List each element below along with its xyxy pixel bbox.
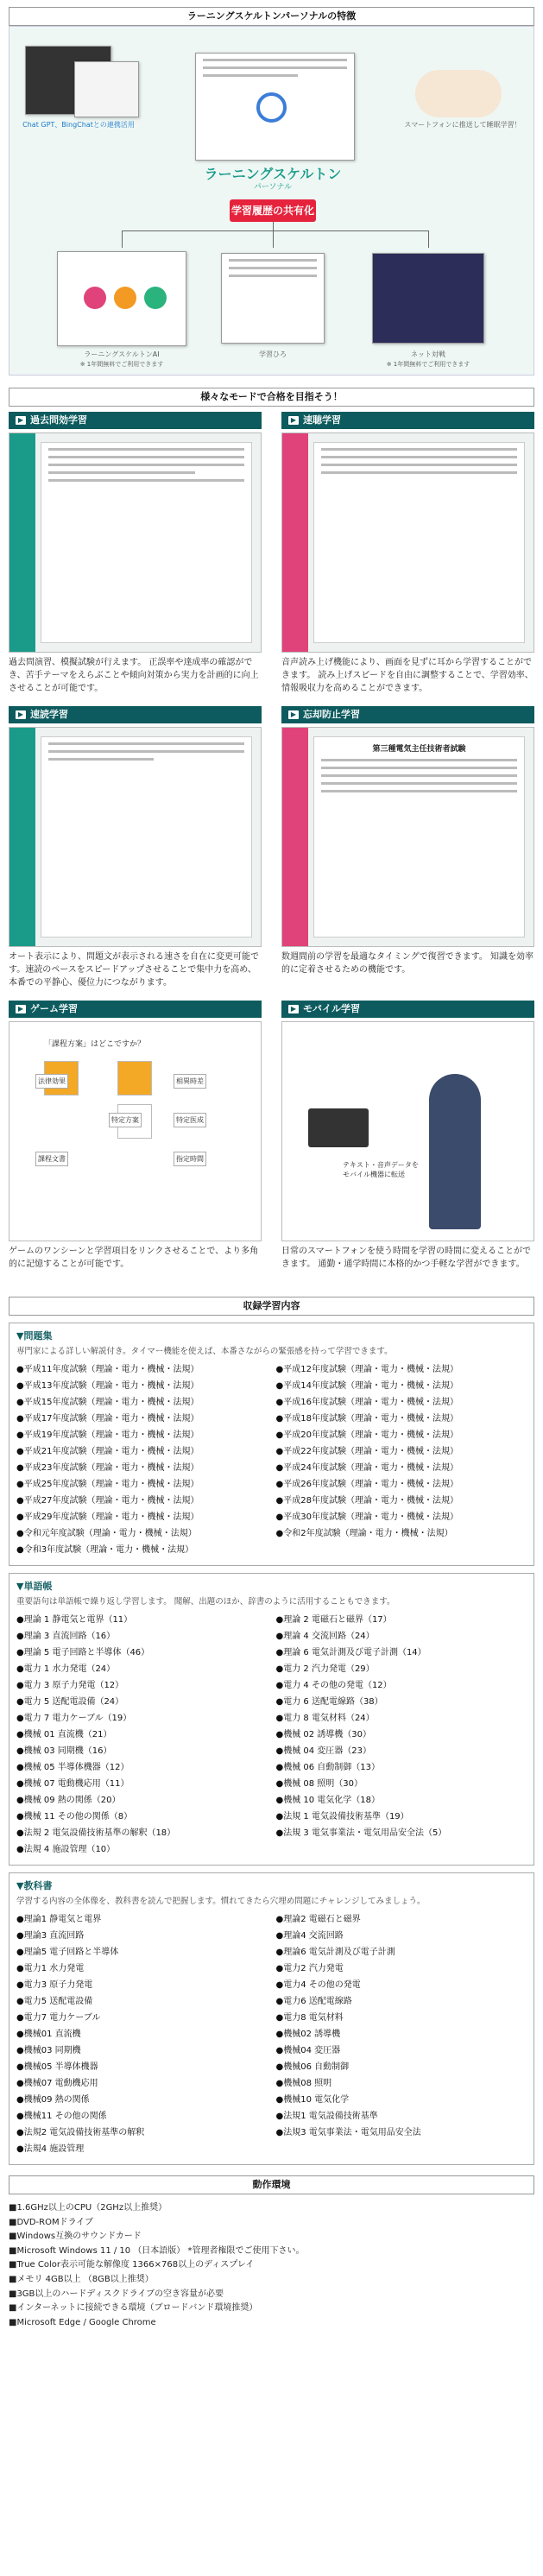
play-icon: ▶: [288, 416, 299, 425]
list-item: ●平成14年度試験（理論・電力・機械・法規）: [275, 1381, 458, 1391]
list-item: ●電力 5 送配電設備（24）: [16, 1697, 124, 1707]
env-item: ■Microsoft Edge / Google Chrome: [9, 2317, 156, 2327]
net-note: ※ 1年間無料でご利用できます: [386, 361, 470, 368]
mobile-caption: テキスト・音声データをモバイル機器に転送: [343, 1161, 419, 1178]
kyoka-title-text: 教科書: [23, 1880, 53, 1891]
list-item: ●平成30年度試験（理論・電力・機械・法規）: [275, 1512, 458, 1522]
list-item: ●平成23年度試験（理論・電力・機械・法規）: [16, 1463, 199, 1473]
laptop-illustration: [308, 1108, 369, 1147]
forget-title: 第三種電気主任技術者試験: [372, 745, 466, 754]
mode-title: 速読学習: [30, 709, 68, 720]
mode-sokudoku: [9, 706, 262, 992]
game-cell: 特定方案: [109, 1113, 142, 1127]
kyoka-title: ▼教科書: [16, 1880, 53, 1891]
env-heading: 動作環境: [9, 2175, 534, 2194]
list-item: ●平成18年度試験（理論・電力・機械・法規）: [275, 1414, 458, 1424]
mode-grid: [9, 412, 534, 1286]
list-item: ●電力 4 その他の発電（12）: [275, 1681, 392, 1690]
mode-screenshot: [9, 1021, 262, 1241]
env-item: ■メモリ 4GB以上 （8GB以上推奨）: [9, 2274, 154, 2284]
list-item: ●機械 01 直流機（21）: [16, 1730, 112, 1739]
list-item: ●機械02 誘導機: [275, 2030, 341, 2039]
list-item: ●法規2 電気設備技術基準の解釈: [16, 2128, 145, 2137]
mode-title: モバイル学習: [303, 1003, 360, 1014]
list-item: ●機械 03 同期機（16）: [16, 1746, 112, 1756]
list-item: ●平成16年度試験（理論・電力・機械・法規）: [275, 1398, 458, 1407]
connector-line: [273, 230, 274, 248]
list-item: ●機械08 照明: [275, 2079, 332, 2088]
mondai-sub: 専門家による詳しい解説付き。タイマー機能を使えば、本番さながらの緊張感を持って学習できます。: [16, 1347, 393, 1356]
list-item: ●平成26年度試験（理論・電力・機械・法規）: [275, 1480, 458, 1489]
net-screenshot: [372, 253, 484, 344]
mondai-left-col: [16, 1361, 268, 1558]
list-item: ●理論2 電磁石と磁界: [275, 1915, 361, 1924]
mode-desc: 数週間前の学習を最適なタイミングで復習できます。 知識を効率的に定着させるための機能です。: [281, 952, 534, 975]
list-item: ●機械03 同期機: [16, 2046, 81, 2055]
chatgpt-screenshot-2: [74, 61, 139, 117]
env-item: ■Windows互換のサウンドカード: [9, 2232, 142, 2242]
tango-box: [9, 1573, 534, 1866]
list-item: ●理論3 直流回路: [16, 1931, 85, 1941]
list-item: ●平成21年度試験（理論・電力・機械・法規）: [16, 1447, 199, 1456]
list-item: ●機械09 熱の関係: [16, 2095, 90, 2105]
list-item: ●平成28年度試験（理論・電力・機械・法規）: [275, 1496, 458, 1506]
mode-desc: オート表示により、問題文が表示される速さを自在に変更可能です。速読のペースをスピードアップさせることで集中力を高め、本番での平静心、優位力につながります。: [9, 952, 259, 988]
tango-left-col: [16, 1612, 268, 1858]
sleeping-person-illustration: [415, 70, 502, 117]
list-item: ●平成29年度試験（理論・電力・機械・法規）: [16, 1512, 199, 1522]
mode-title-bar: [281, 412, 534, 429]
env-item: ■インターネットに接続できる環境（ブロードバンド環境推奨）: [9, 2303, 258, 2314]
game-cell: 法律効果: [35, 1074, 68, 1089]
list-item: ●機械 07 電動機応用（11）: [16, 1779, 129, 1789]
list-item: ●機械11 その他の関係: [16, 2112, 107, 2121]
list-item: ●令和2年度試験（理論・電力・機械・法規）: [275, 1529, 453, 1538]
mode-screenshot: [281, 1021, 534, 1241]
list-item: ●電力8 電気材料: [275, 2013, 344, 2023]
list-item: ●法規 4 施設管理（10）: [16, 1845, 116, 1854]
modes-heading: 様々なモードで合格を目指そう！: [9, 388, 534, 407]
mondai-box: [9, 1323, 534, 1566]
tango-right-col: [276, 1612, 527, 1858]
mondai-right-col: [276, 1361, 527, 1558]
play-icon: ▶: [16, 416, 26, 425]
list-item: ●電力 2 汽力発電（29）: [275, 1664, 375, 1674]
list-item: ●電力6 送配電線路: [275, 1997, 352, 2006]
list-item: ●機械 02 誘導機（30）: [275, 1730, 372, 1739]
ai-label: ラーニングスケルトンAI: [84, 350, 160, 358]
list-item: ●機械05 半導体機器: [16, 2062, 98, 2072]
list-item: ●機械 04 変圧器（23）: [275, 1746, 372, 1756]
list-item: ●理論 6 電気計測及び電子計測（14）: [275, 1648, 426, 1657]
play-icon: ▶: [16, 1005, 26, 1013]
mode-title-bar: [9, 412, 262, 429]
list-item: ●平成12年度試験（理論・電力・機械・法規）: [275, 1365, 458, 1374]
mode-screenshot: [281, 432, 534, 653]
mode-desc: ゲームのワンシーンと学習項目をリンクさせることで、より多角的に記憶することが可能です。: [9, 1247, 259, 1269]
list-item: ●機械04 変圧器: [275, 2046, 341, 2055]
mode-desc: 日常のスマートフォンを使う時間を学習の時間に変えることができます。 通勤・通学時間に本格的かつ手軽な学習ができます。: [281, 1247, 531, 1269]
list-item: ●電力 8 電気材料（24）: [275, 1714, 375, 1723]
mode-desc: 音声読み上げ機能により、画面を見ずに耳から学習することができます。 読み上げスピードを自由に調整することで、学習効率、情報吸収力を高めることができます。: [281, 658, 534, 693]
list-item: ●平成15年度試験（理論・電力・機械・法規）: [16, 1398, 199, 1407]
list-item: ●機械 10 電気化学（18）: [275, 1796, 381, 1805]
game-block: [117, 1061, 152, 1095]
mode-title: 過去問効学習: [30, 414, 87, 426]
personal-feature-panel: [9, 26, 534, 376]
mondai-list: [16, 1361, 527, 1558]
mondai-title: ▼問題集: [16, 1330, 53, 1342]
kyoka-box: [9, 1872, 534, 2165]
list-item: ●理論 2 電磁石と磁界（17）: [275, 1615, 392, 1625]
connector-line: [122, 230, 123, 248]
env-item: ■1.6GHz以上のCPU（2GHz以上推奨）: [9, 2203, 167, 2213]
list-item: ●法規 1 電気設備技術基準（19）: [275, 1812, 409, 1822]
env-item: ■True Color表示可能な解像度 1366×768以上のディスプレイ: [9, 2260, 255, 2270]
mode-title: 速聴学習: [303, 414, 341, 426]
env-list: [9, 2201, 534, 2330]
ai-note: ※ 1年間無料でご利用できます: [79, 361, 164, 368]
tango-title-text: 単語帳: [23, 1581, 53, 1592]
list-item: ●理論 3 直流回路（16）: [16, 1632, 116, 1641]
play-icon: ▶: [288, 1005, 299, 1013]
list-item: ●理論6 電気計測及び電子計測: [275, 1948, 395, 1957]
list-item: ●機械07 電動機応用: [16, 2079, 98, 2088]
mode-desc: 過去問演習、模擬試験が行えます。 正誤率や達成率の確認ができ、苦手テーマをえらぶことや傾向対策から実力を計画的に向上させることが可能です。: [9, 658, 259, 693]
list-item: ●法規 3 電気事業法・電気用品安全法（5）: [275, 1828, 447, 1838]
mode-title: ゲーム学習: [30, 1003, 78, 1014]
list-item: ●理論 5 電子回路と半導体（46）: [16, 1648, 150, 1657]
game-cell: 指定時間: [174, 1152, 206, 1166]
list-item: ●平成24年度試験（理論・電力・機械・法規）: [275, 1463, 458, 1473]
list-item: ●電力 7 電力ケーブル（19）: [16, 1714, 132, 1723]
list-item: ●機械06 自動制御: [275, 2062, 350, 2072]
list-item: ●平成25年度試験（理論・電力・機械・法規）: [16, 1480, 199, 1489]
mode-screenshot: [9, 727, 262, 947]
list-item: ●機械10 電気化学: [275, 2095, 350, 2105]
list-item: ●機械 06 自動制御（13）: [275, 1763, 381, 1772]
list-item: ●平成17年度試験（理論・電力・機械・法規）: [16, 1414, 199, 1424]
list-item: ●電力7 電力ケーブル: [16, 2013, 101, 2023]
list-item: ●電力4 その他の発電: [275, 1980, 361, 1990]
tango-title: ▼単語帳: [16, 1581, 53, 1592]
tango-list: [16, 1612, 527, 1858]
list-item: ●電力 3 原子力発電（12）: [16, 1681, 124, 1690]
list-item: ●電力 6 送配電線路（38）: [275, 1697, 383, 1707]
connector-line: [122, 230, 428, 231]
list-item: ●機械 08 照明（30）: [275, 1779, 363, 1789]
list-item: ●平成27年度試験（理論・電力・機械・法規）: [16, 1496, 199, 1506]
logo-sub: パーソナル: [253, 183, 293, 192]
list-item: ●機械 09 熱の関係（20）: [16, 1796, 121, 1805]
list-item: ●電力2 汽力発電: [275, 1964, 344, 1973]
mode-title-bar: [9, 1001, 262, 1018]
list-item: ●理論5 電子回路と半導体: [16, 1948, 119, 1957]
mode-title-bar: [281, 1001, 534, 1018]
list-item: ●法規4 施設管理: [16, 2144, 85, 2154]
list-item: ●機械 11 その他の関係（8）: [16, 1812, 133, 1822]
list-item: ●令和元年度試験（理論・電力・機械・法規）: [16, 1529, 197, 1538]
list-item: ●法規3 電気事業法・電気用品安全法: [275, 2128, 421, 2137]
logo-main: ラーニングスケルトン: [204, 166, 342, 182]
env-item: ■DVD-ROMドライブ: [9, 2217, 93, 2227]
list-item: ●平成22年度試験（理論・電力・機械・法規）: [275, 1447, 458, 1456]
kyoka-left-col: [16, 1911, 268, 2157]
kyoka-list: [16, 1911, 527, 2157]
mode-kakomon: [9, 412, 262, 698]
list-item: ●理論 4 交流回路（24）: [275, 1632, 375, 1641]
study-label: 学習ひろ: [259, 350, 287, 358]
mode-sokucho: [281, 412, 534, 698]
mode-game: [9, 1001, 262, 1286]
list-item: ●機械 05 半導体機器（12）: [16, 1763, 129, 1772]
list-item: ●理論 1 静電気と電界（11）: [16, 1615, 133, 1625]
kyoka-right-col: [276, 1911, 527, 2157]
app-screenshot-main: [195, 53, 355, 161]
businessman-illustration: [429, 1074, 481, 1229]
mode-screenshot: [281, 727, 534, 947]
mondai-title-text: 問題集: [23, 1330, 53, 1342]
list-item: ●令和3年度試験（理論・電力・機械・法規）: [16, 1545, 194, 1555]
list-item: ●理論4 交流回路: [275, 1931, 344, 1941]
list-item: ●電力 1 水力発電（24）: [16, 1664, 116, 1674]
list-item: ●電力5 送配電設備: [16, 1997, 93, 2006]
list-item: ●平成11年度試験（理論・電力・機械・法規）: [16, 1365, 199, 1374]
study-screenshot: [221, 253, 325, 344]
connector-line: [428, 230, 429, 248]
chatgpt-label: Chat GPT、BingChatとの連携活用: [22, 121, 135, 129]
list-item: ●機械01 直流機: [16, 2030, 81, 2039]
kyoka-sub: 学習する内容の全体像を、教科書を読んで把握します。慣れてきたら穴埋め問題にチャレンジしてみましょう。: [16, 1897, 426, 1906]
play-icon: ▶: [16, 710, 26, 719]
list-item: ●平成19年度試験（理論・電力・機械・法規）: [16, 1430, 199, 1440]
list-item: ●平成13年度試験（理論・電力・機械・法規）: [16, 1381, 199, 1391]
net-label: ネット対戦: [411, 350, 445, 358]
smartphone-label: スマートフォンに推送して睡眠学習！: [404, 121, 521, 129]
mode-boukyaku: [281, 706, 534, 992]
ai-screenshot: [57, 251, 186, 346]
list-item: ●平成20年度試験（理論・電力・機械・法規）: [275, 1430, 458, 1440]
mode-title-bar: [281, 706, 534, 723]
list-item: ●電力3 原子力発電: [16, 1980, 93, 1990]
share-history-badge: 学習履歴の共有化: [230, 199, 316, 222]
connector-line: [273, 222, 274, 230]
mode-screenshot: [9, 432, 262, 653]
mode-title-bar: [9, 706, 262, 723]
list-item: ●理論1 静電気と電界: [16, 1915, 102, 1924]
env-item: ■Microsoft Windows 11 / 10 （日本語版） *管理者権限でご使用下さい。: [9, 2245, 305, 2256]
game-cell: 特定医成: [174, 1113, 206, 1127]
contents-heading: 収録学習内容: [9, 1297, 534, 1316]
list-item: ●法規 2 電気設備技術基準の解釈（18）: [16, 1828, 176, 1838]
list-item: ●電力1 水力発電: [16, 1964, 85, 1973]
mode-title: 忘却防止学習: [303, 709, 360, 720]
mode-mobile: [281, 1001, 534, 1286]
game-cell: 相異時差: [174, 1074, 206, 1089]
env-item: ■3GB以上のハードディスクドライブの空き容量が必要: [9, 2289, 224, 2299]
personal-heading: ラーニングスケルトンパーソナルの特徴: [9, 7, 534, 26]
game-cell: 課程文書: [35, 1152, 68, 1166]
list-item: ●法規1 電気設備技術基準: [275, 2112, 378, 2121]
play-icon: ▶: [288, 710, 299, 719]
tango-sub: 重要語句は単語帳で繰り返し学習します。 聞解、出題のほか、辞書のように活用することもできます。: [16, 1597, 395, 1607]
game-question: 「課程方案」はどこですか？: [44, 1040, 146, 1049]
